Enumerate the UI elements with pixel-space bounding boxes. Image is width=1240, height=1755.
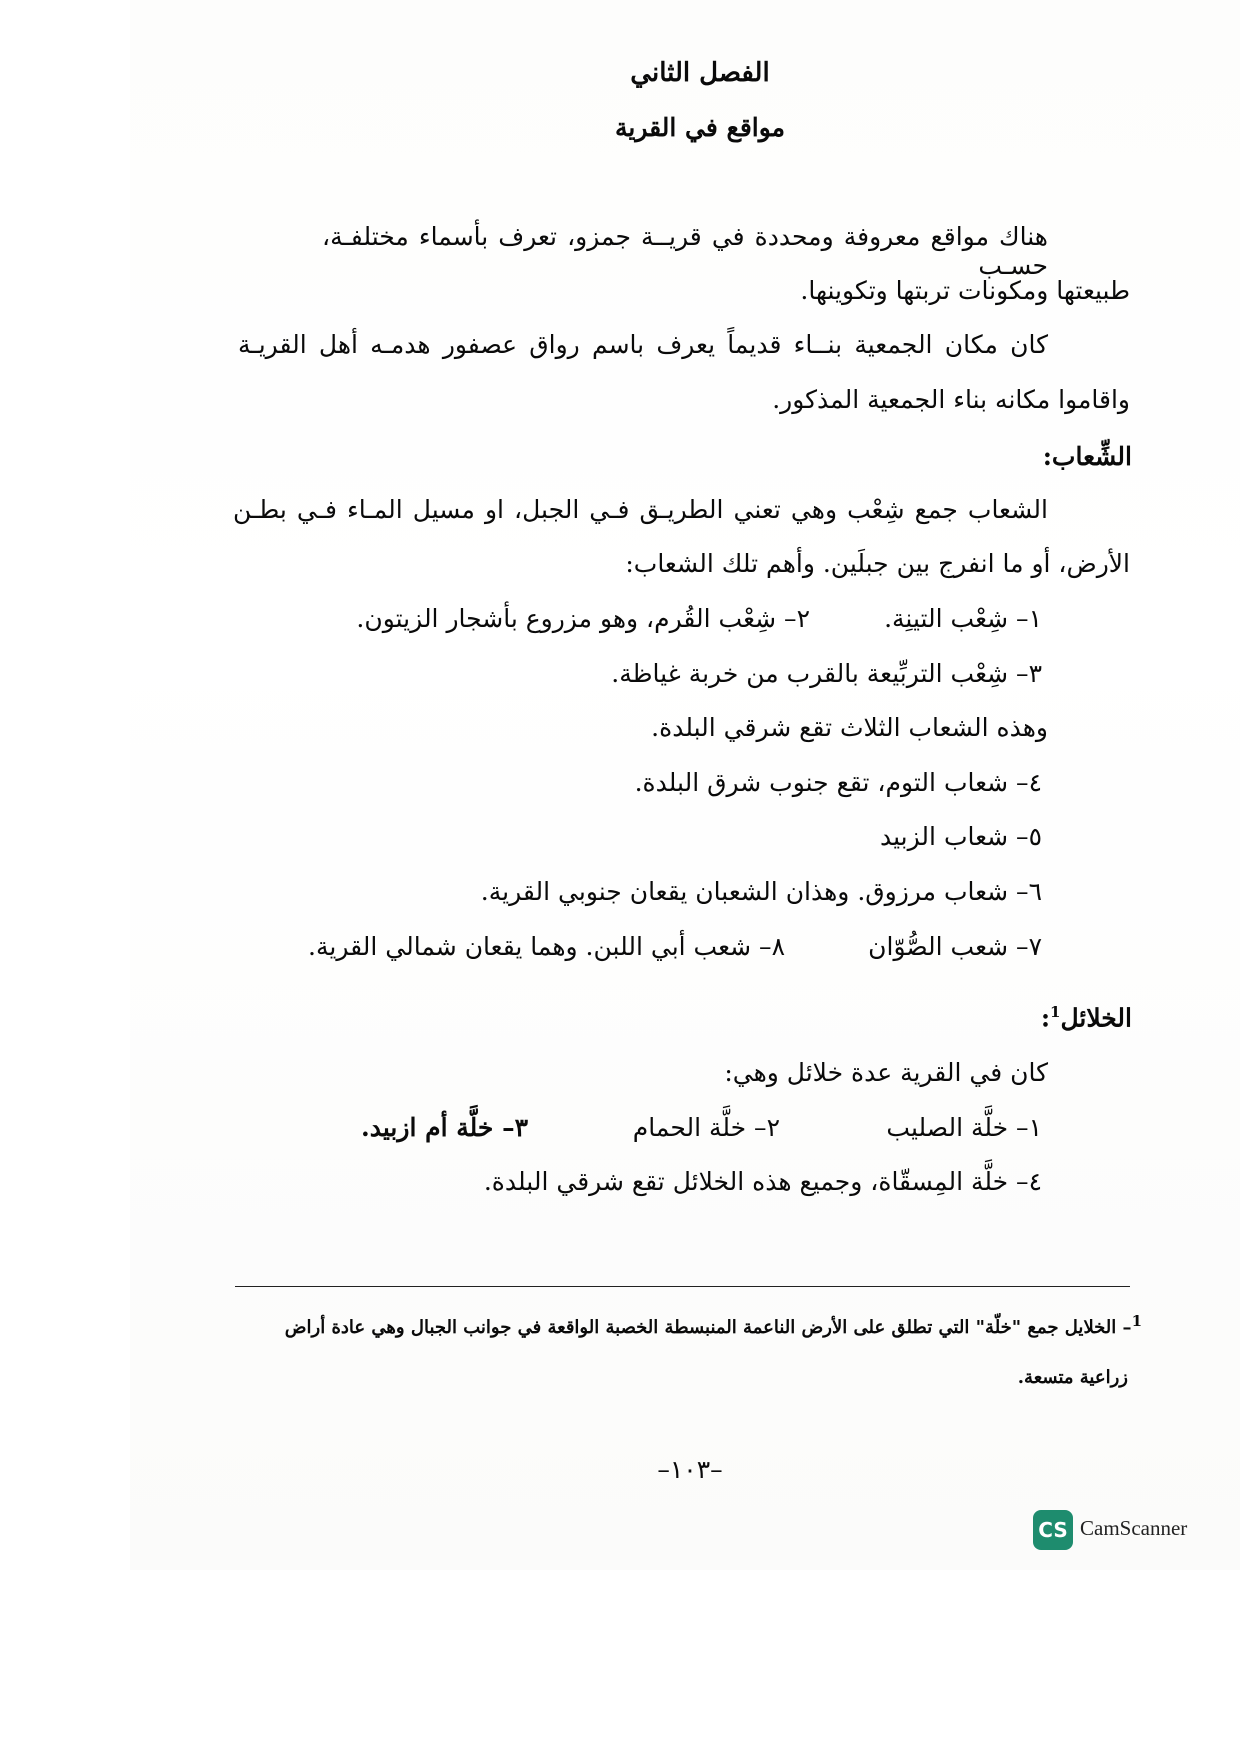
shiab-paragraph-line-2: الأرض، أو ما انفرج بين جبلَين. وأهم تلك الشعاب: [625,549,1130,578]
footnote-line-1 [285,1312,1142,1338]
shiab-paragraph-line-1: الشعاب جمع شِعْب وهي تعني الطريـق فـي الجبل، او مسيل المـاء فـي بطـن [233,495,1048,524]
khalail-list-item-1: ١– خلَّة الصليب [886,1113,1042,1142]
shiab-list-item-7: ٧– شعب الصُّوّان [868,932,1042,961]
page-number: –١٠٣– [657,1455,723,1484]
camscanner-watermark-text: CamScanner [1080,1516,1188,1540]
shiab-list-item-5: ٥– شعاب الزبيد [880,822,1042,851]
shiab-list-item-6: ٦– شعاب مرزوق. وهذان الشعبان يقعان جنوبي القرية. [480,877,1042,906]
chapter-subtitle: مواقع في القرية [614,113,786,142]
khalail-list-item-4: ٤– خلَّة المِسقّاة، وجميع هذه الخلائل تقع شرقي البلدة. [483,1167,1042,1196]
footnote-line-2: زراعية متسعة. [1017,1367,1128,1388]
khalail-heading-colon: : [1040,1003,1051,1033]
khalail-list-item-2: ٢– خلَّة الحمام [632,1113,780,1142]
footnote-line-1-text: – الخلايل جمع "خلّة" التي تطلق على الأرض الناعمة المنبسطة الخصبة الواقعة في جوانب الجبال وهي عادة أراض [284,1317,1132,1338]
camscanner-logo-icon: CS [1033,1510,1073,1550]
shiab-list-item-4: ٤– شعاب التوم، تقع جنوب شرق البلدة. [634,768,1042,797]
intro-paragraph-1-line-1: هناك مواقع معروفة ومحددة في قريــة جمزو، تعرف بأسماء مختلفـة، حسـب [322,222,1048,280]
shiab-list-item-1: ١– شِعْب التينِة. [884,604,1042,633]
shiab-list-item-8: ٨– شعب أبي اللبن. وهما يقعان شمالي القرية. [308,932,785,961]
section-heading-shiab: الشِّعاب: [1042,442,1132,471]
footnote-marker: 1 [1131,1312,1142,1330]
footnote-reference: 1 [1050,1003,1061,1021]
shiab-note-east: وهذه الشعاب الثلاث تقع شرقي البلدة. [651,713,1048,742]
intro-paragraph-2-line-1: كان مكان الجمعية بنــاء قديماً يعرف باسم رواق عصفور هدمـه أهل القريـة [238,330,1048,359]
khalail-intro: كان في القرية عدة خلائل وهي: [724,1058,1048,1087]
intro-paragraph-1-line-2: طبيعتها ومكونات تربتها وتكوينها. [800,276,1130,305]
khalail-heading-text: الخلائل [1060,1003,1132,1033]
chapter-title: الفصل الثاني [630,58,770,88]
shiab-list-item-3: ٣– شِعْب التربِّيعة بالقرب من خربة غياظة. [611,659,1042,688]
shiab-list-item-2: ٢– شِعْب القُرم، وهو مزروع بأشجار الزيتون. [356,604,810,633]
document-page [130,0,1240,1570]
section-heading-khalail [1041,1003,1132,1032]
intro-paragraph-2-line-2: واقاموا مكانه بناء الجمعية المذكور. [772,385,1130,414]
footnote-separator [235,1286,1130,1287]
khalail-list-item-3: ٣– خلَّة أم ازبيد. [361,1113,528,1142]
